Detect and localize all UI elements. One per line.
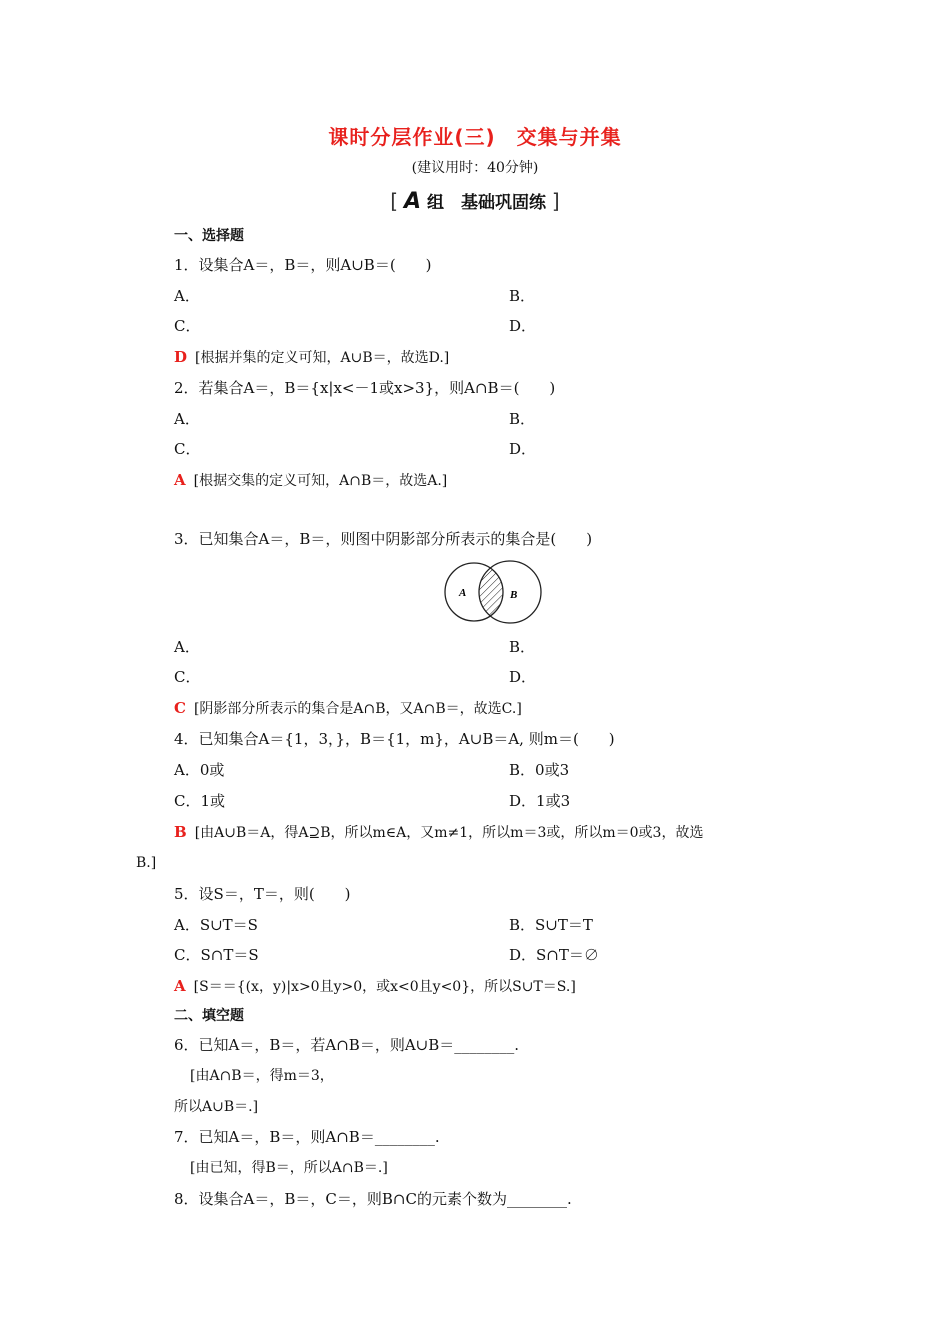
q5-option-d: D．S∩T＝∅ xyxy=(509,946,599,964)
q2-option-b: B． xyxy=(509,410,536,428)
q3-answer: C xyxy=(174,699,186,717)
q2-option-d: D． xyxy=(509,440,537,458)
q1-option-c: C． xyxy=(174,317,201,335)
q4-option-a: A．0或 xyxy=(174,761,225,779)
bracket-right: ] xyxy=(551,189,560,213)
q8-stem: 8．设集合A＝，B＝，C＝，则B∩C的元素个数为________. xyxy=(174,1190,572,1208)
q5-answer: A xyxy=(174,977,186,995)
q4-stem: 4．已知集合A＝{1，3，}，B＝{1，m}，A∪B＝A, 则m＝( ) xyxy=(174,730,615,748)
suggested-time: (建议用时：40分钟) xyxy=(411,160,539,176)
q3-option-b: B． xyxy=(509,638,536,656)
q3-option-a: A． xyxy=(174,638,200,656)
venn-diagram xyxy=(440,558,546,626)
q1-solution xyxy=(174,347,449,368)
q7-solution: [由已知，得B＝，所以A∩B＝.] xyxy=(190,1160,388,1176)
q2-answer: A xyxy=(174,471,186,489)
q3-explanation: [阴影部分所表示的集合是A∩B，又A∩B＝，故选C.] xyxy=(193,701,522,717)
q2-option-c: C． xyxy=(174,440,201,458)
venn-label-b: B xyxy=(510,589,518,601)
q3-option-c: C． xyxy=(174,668,201,686)
group-label: 组 基础巩固练 xyxy=(426,193,546,213)
q5-option-b: B．S∪T＝T xyxy=(509,916,593,934)
q5-option-a: A．S∪T＝S xyxy=(174,916,258,934)
q1-option-d: D． xyxy=(509,317,537,335)
bracket-left: [ xyxy=(390,189,399,213)
q6-solution-line1: [由A∩B＝，得m＝3， xyxy=(190,1068,334,1084)
q4-explanation: [由A∪B＝A，得A⊇B，所以m∈A，又m≠1，所以m＝3或，所以m＝0或3，故选 xyxy=(194,825,704,841)
q1-stem: 1．设集合A＝，B＝，则A∪B＝( ) xyxy=(174,256,432,274)
q3-stem: 3．已知集合A＝，B＝，则图中阴影部分所表示的集合是( ) xyxy=(174,530,593,548)
group-banner xyxy=(0,188,950,214)
q4-option-b: B．0或3 xyxy=(509,761,570,779)
q2-solution xyxy=(174,470,447,491)
q3-solution xyxy=(174,698,522,719)
q5-stem: 5．设S＝，T＝，则( ) xyxy=(174,885,351,903)
q7-stem: 7．已知A＝，B＝，则A∩B＝________. xyxy=(174,1128,440,1146)
q1-option-a: A． xyxy=(174,287,200,305)
q4-solution-continued: B.] xyxy=(136,855,157,871)
page-title: 课时分层作业(三) 交集与并集 xyxy=(328,125,622,149)
q4-option-c: C．1或 xyxy=(174,792,226,810)
venn-label-a: A xyxy=(459,587,467,599)
q6-stem: 6．已知A＝，B＝，若A∩B＝，则A∪B＝________. xyxy=(174,1036,520,1054)
q1-option-b: B． xyxy=(509,287,536,305)
section-choice: 一、选择题 xyxy=(174,228,244,244)
q6-solution-line2: 所以A∪B＝.] xyxy=(174,1099,259,1115)
group-letter: A xyxy=(404,189,422,214)
q1-explanation: [根据并集的定义可知，A∪B＝，故选D.] xyxy=(195,350,450,366)
q3-option-d: D． xyxy=(509,668,537,686)
q2-explanation: [根据交集的定义可知，A∩B＝，故选A.] xyxy=(193,473,448,489)
q5-option-c: C．S∩T＝S xyxy=(174,946,259,964)
q5-solution xyxy=(174,976,576,997)
q1-answer: D xyxy=(174,348,188,366)
section-fill-in: 二、填空题 xyxy=(174,1008,244,1024)
q4-option-d: D．1或3 xyxy=(509,792,571,810)
q4-answer: B xyxy=(174,823,187,841)
q2-stem: 2．若集合A＝，B＝{x|x<－1或x>3}，则A∩B＝( ) xyxy=(174,379,556,397)
q4-solution xyxy=(174,822,703,843)
q5-explanation: [S＝＝{(x，y)|x>0且y>0，或x<0且y<0}，所以S∪T＝S.] xyxy=(193,979,576,995)
q2-option-a: A． xyxy=(174,410,200,428)
